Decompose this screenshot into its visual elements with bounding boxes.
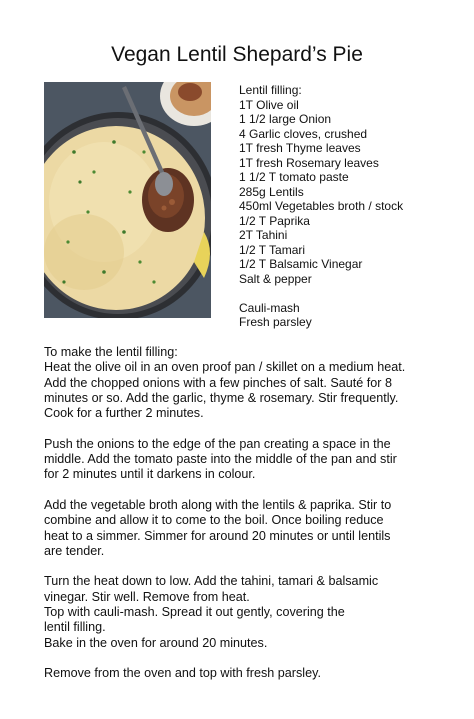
- ingredient-item: 450ml Vegetables broth / stock: [239, 199, 404, 213]
- method-paragraph-3: [44, 498, 444, 559]
- ingredient-item: 1/2 T Balsamic Vinegar: [239, 257, 363, 271]
- method-section: [44, 345, 444, 697]
- ingredient-extra: Fresh parsley: [239, 315, 312, 329]
- ingredient-item: 1T Olive oil: [239, 97, 299, 112]
- method-paragraph-1: [44, 345, 444, 421]
- ingredient-item: 4 Garlic cloves, crushed: [239, 126, 368, 141]
- ingredient-item: 1/2 T Paprika: [239, 213, 310, 228]
- pie-illustration: [44, 82, 211, 318]
- method-line: Add the chopped onions with a few pinches of salt. Sauté for 8: [44, 375, 392, 390]
- ingredient-extra: Cauli-mash: [239, 300, 300, 315]
- method-paragraph-5: [44, 666, 444, 681]
- method-line: combine and allow it to come to the boil. Once boiling reduce: [44, 513, 384, 528]
- method-line: are tender.: [44, 543, 105, 558]
- method-line: for 2 minutes until it darkens in colour.: [44, 467, 256, 482]
- method-line: Push the onions to the edge of the pan creating a space in the: [44, 436, 391, 451]
- ingredient-item: 1T fresh Rosemary leaves: [239, 155, 379, 170]
- ingredients-spacer: [239, 286, 403, 301]
- ingredient-item: 1/2 T Tamari: [239, 242, 306, 257]
- ingredient-item: 1 1/2 T tomato paste: [239, 170, 349, 184]
- ingredient-item: 1T fresh Thyme leaves: [239, 141, 361, 155]
- ingredients-heading: Lentil filling:: [239, 83, 302, 97]
- ingredient-item: 2T Tahini: [239, 228, 288, 242]
- method-line: minutes or so. Add the garlic, thyme & rosemary. Stir frequently.: [44, 390, 399, 405]
- method-paragraph-4: [44, 574, 444, 650]
- method-paragraph-2: [44, 437, 444, 483]
- shepherds-pie-photo: [44, 82, 211, 318]
- ingredient-item: 1 1/2 large Onion: [239, 112, 332, 126]
- method-line: Top with cauli-mash. Spread it out gently, covering the: [44, 605, 345, 620]
- method-line: Cook for a further 2 minutes.: [44, 406, 204, 421]
- recipe-title: Vegan Lentil Shepard’s Pie: [111, 43, 363, 67]
- ingredient-item: 285g Lentils: [239, 184, 304, 199]
- method-line: Add the vegetable broth along with the lentils & paprika. Stir to: [44, 497, 392, 512]
- method-line: heat to a simmer. Simmer for around 20 minutes or until lentils: [44, 528, 391, 543]
- method-line: vinegar. Stir well. Remove from heat.: [44, 589, 250, 604]
- ingredients-list: [239, 83, 403, 330]
- ingredient-item: Salt & pepper: [239, 271, 312, 286]
- method-line: lentil filling.: [44, 620, 106, 635]
- method-line: To make the lentil filling:: [44, 345, 178, 359]
- method-line: Turn the heat down to low. Add the tahini, tamari & balsamic: [44, 574, 379, 589]
- method-line: Heat the olive oil in an oven proof pan / skillet on a medium heat.: [44, 360, 406, 375]
- method-line: middle. Add the tomato paste into the middle of the pan and stir: [44, 452, 397, 467]
- method-line: Bake in the oven for around 20 minutes.: [44, 635, 268, 650]
- method-line: Remove from the oven and top with fresh parsley.: [44, 666, 321, 681]
